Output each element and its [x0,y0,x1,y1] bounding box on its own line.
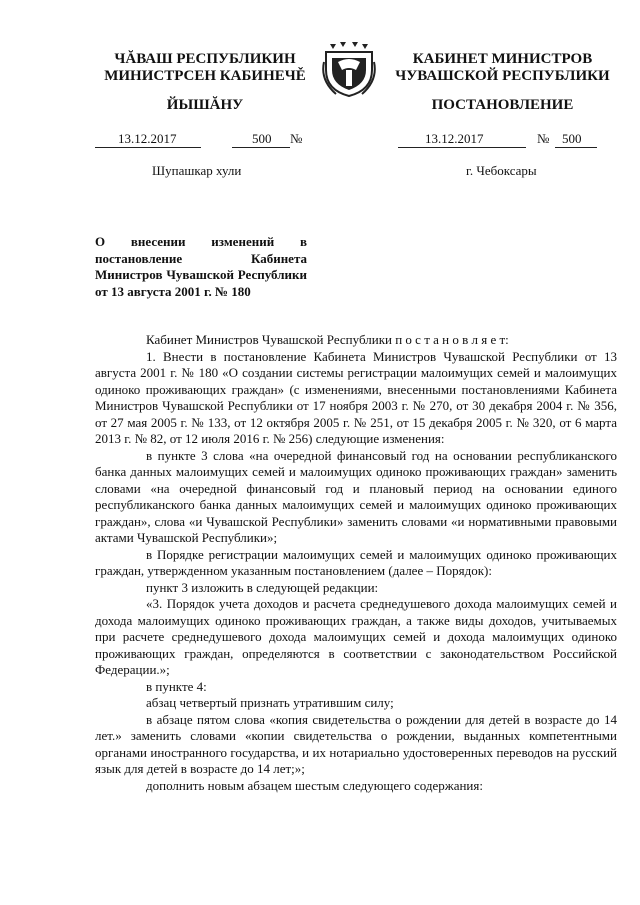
body-paragraph: Кабинет Министров Чувашской Республики п о с т а н о в л я е т: [146,332,509,347]
right-number: 500 [562,131,582,146]
left-date-underline [95,147,201,148]
right-date-underline [398,147,526,148]
right-org-line2: ЧУВАШСКОЙ РЕСПУБЛИКИ [395,68,610,84]
chuvash-emblem-icon [322,40,376,98]
body-paragraph: «3. Порядок учета доходов и расчета среднедушевого дохода малоимущих семей и дохода малоимущих одиноко проживающих граждан, а также виды доходов, учитываемых при расчете среднедушевого дохода малоимущих семей и дохода малоимущих одиноко проживающих граждан, определяются в соответствии с законодательством Российской Федерации.»; [95,596,617,677]
right-date: 13.12.2017 [425,131,484,146]
body-paragraph: в пункте 4: [146,678,207,694]
body-paragraph: в Порядке регистрации малоимущих семей и малоимущих одиноко проживающих граждан, утвержденном указанным постановлением (далее – Порядок): [95,546,617,578]
right-doc-type: ПОСТАНОВЛЕНИЕ [431,97,574,113]
left-doc-type: ЙЫШĂНУ [166,97,244,113]
right-number-underline [555,147,597,148]
right-org-name [380,51,625,85]
body-paragraph: 1. Внести в постановление Кабинета Министров Чувашской Республики от 13 августа 2001 г. № 180 «О создании системы регистрации малоимущих семей и малоимущих одиноко проживающих граждан» (с изменениями, внесенными постановлениями Кабинета Министров Чувашской Республики от 17 ноября 2003 г. № 270, от 30 декабря 2004 г. № 356, от 27 мая 2005 г. № 133, от 12 октября 2005 г. № 251, от 15 декабря 2005 г. № 320, от 6 марта 2013 г. № 82, от 12 июля 2016 г. № 256) следующие изменения: [95,348,617,446]
right-place: г. Чебоксары [466,163,537,178]
left-number-sign: № [290,131,303,146]
left-org-line2: МИНИСТРСЕН КАБИНЕЧĚ [104,68,306,84]
body-paragraph: дополнить новым абзацем шестым следующего содержания: [146,777,483,793]
document-body [95,332,617,794]
body-paragraph: пункт 3 изложить в следующей редакции: [146,579,379,595]
body-paragraph: абзац четвертый признать утратившим силу; [146,695,394,710]
left-number-underline [232,147,290,148]
left-org-name [95,51,315,85]
right-org-line1: КАБИНЕТ МИНИСТРОВ [412,51,593,67]
left-number: 500 [252,131,272,146]
left-date: 13.12.2017 [118,131,177,146]
document-subject: О внесении изменений в постановление Кабинета Министров Чувашской Республики от 13 августа 2001 г. № 180 [95,234,307,299]
right-number-sign: № [537,131,550,146]
body-paragraph: в пункте 3 слова «на очередной финансовый год на основании республиканского банка данных малоимущих семей и малоимущих одиноко проживающих граждан» заменить словами «на очередной финансовый год и плановый период на основании единого республиканского банка данных малоимущих семей и малоимущих одиноко проживающих граждан», слова «и Чувашской Республики» заменить словами «и нормативными правовыми актами Чувашской Республики»; [95,447,617,545]
left-place: Шупашкар хули [152,163,242,178]
left-org-line1: ЧĂВАШ РЕСПУБЛИКИН [114,51,296,67]
body-paragraph: в абзаце пятом слова «копия свидетельства о рождении для детей в возрасте до 14 лет.» заменить словами «копии свидетельства о рождении, выданных компетентными органами иностранного государства, и их нотариально удостоверенных переводов на русский язык для детей в возрасте до 14 лет;»; [95,711,617,776]
